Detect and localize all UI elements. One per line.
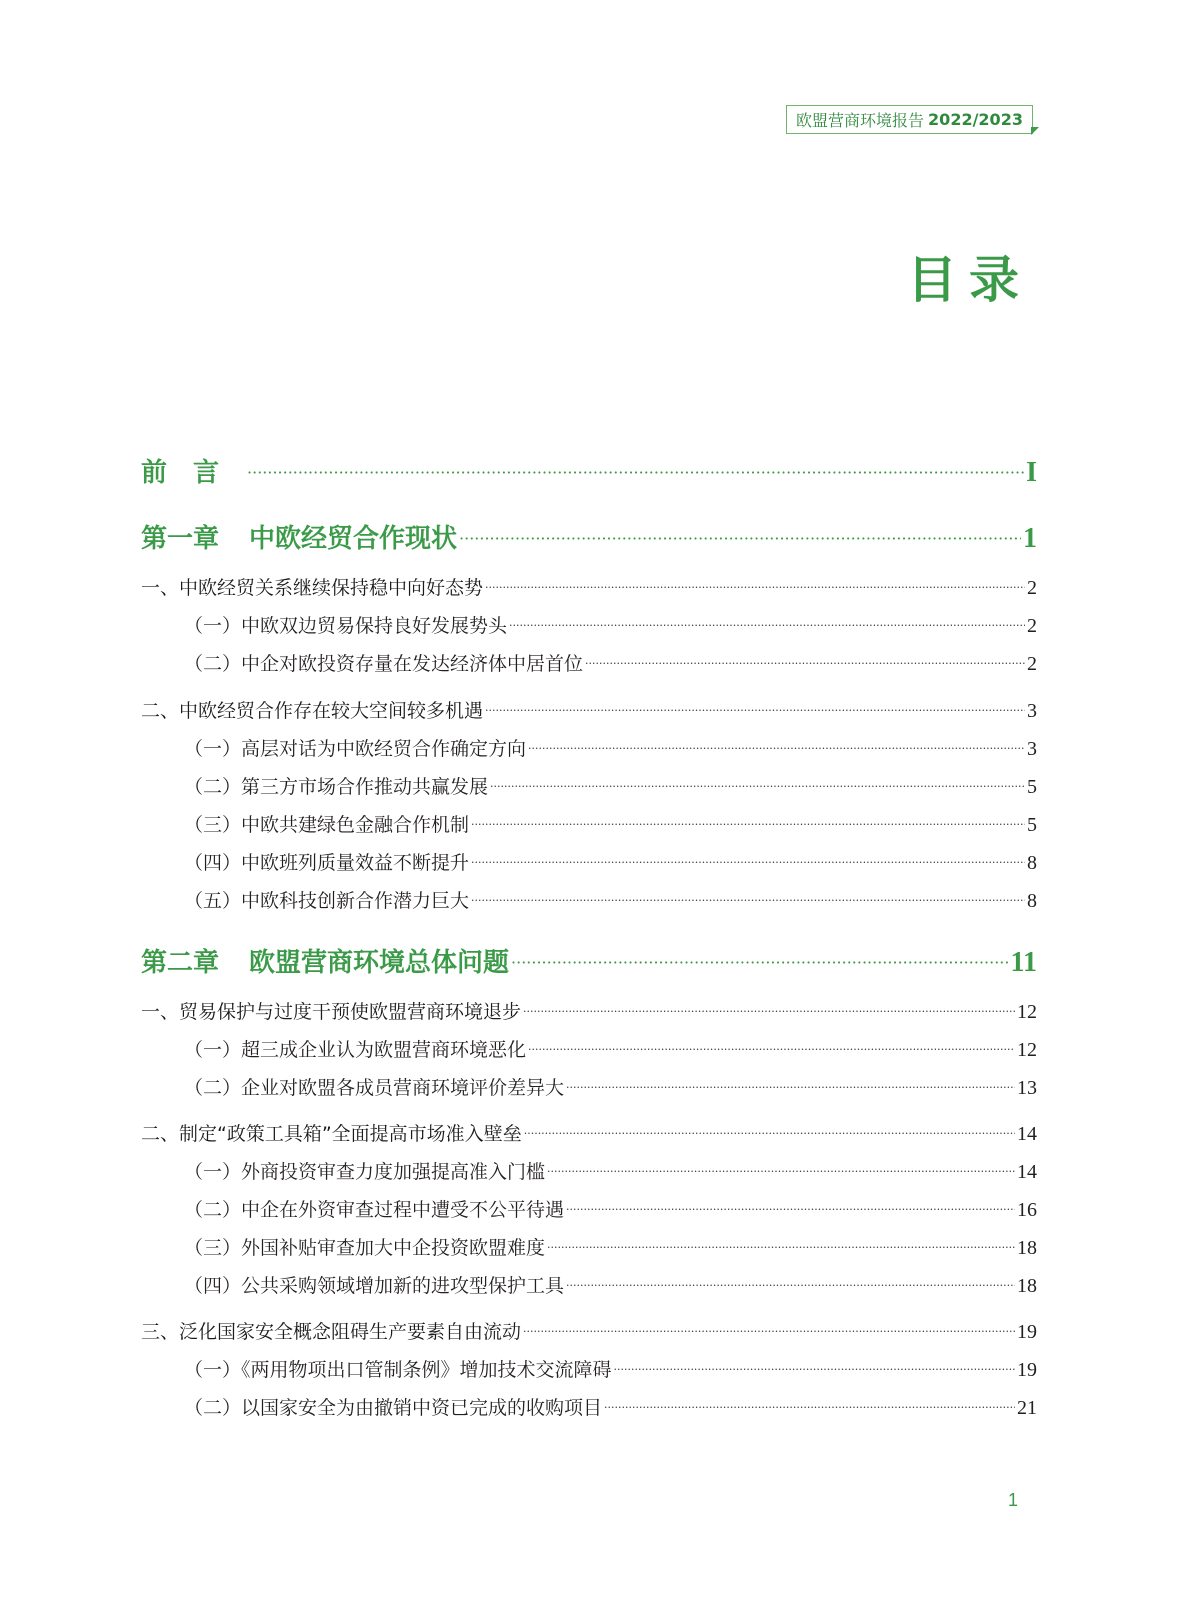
chapter-1-title: 中欧经贸合作现状 xyxy=(249,524,458,554)
subsection-title: （二）中企在外资审查过程中遭受不公平待遇 xyxy=(184,1199,565,1221)
subsection-page: 14 xyxy=(1017,1161,1037,1183)
toc-subsection[interactable] xyxy=(184,1035,1037,1062)
section-title: 一、中欧经贸关系继续保持稳中向好态势 xyxy=(141,577,484,599)
subsection-page: 18 xyxy=(1017,1237,1037,1259)
dot-leader xyxy=(490,780,1025,793)
subsection-title: （二）企业对欧盟各成员营商环境评价差异大 xyxy=(184,1077,565,1099)
subsection-title: （一）超三成企业认为欧盟营商环境恶化 xyxy=(184,1039,527,1061)
toc-subsection[interactable] xyxy=(184,611,1037,638)
section-title: 二、制定“政策工具箱”全面提高市场准入壁垒 xyxy=(141,1123,522,1145)
toc-preface[interactable] xyxy=(141,452,1037,489)
dot-leader xyxy=(511,953,1009,972)
section-page: 19 xyxy=(1017,1321,1037,1343)
subsection-page: 16 xyxy=(1017,1199,1037,1221)
dot-leader xyxy=(566,1279,1015,1292)
subsection-title: （四）公共采购领域增加新的进攻型保护工具 xyxy=(184,1275,565,1297)
subsection-page: 21 xyxy=(1017,1397,1037,1419)
dot-leader xyxy=(614,1363,1015,1376)
dot-leader xyxy=(547,1241,1015,1254)
dot-leader xyxy=(509,619,1025,632)
dot-leader xyxy=(566,1203,1015,1216)
dot-leader xyxy=(485,704,1025,717)
dot-leader xyxy=(585,657,1025,670)
subsection-page: 5 xyxy=(1027,814,1037,836)
toc-subsection[interactable] xyxy=(184,1157,1037,1184)
subsection-page: 18 xyxy=(1017,1275,1037,1297)
section-page: 2 xyxy=(1027,577,1037,599)
subsection-title: （二）以国家安全为由撤销中资已完成的收购项目 xyxy=(184,1397,603,1419)
subsection-page: 12 xyxy=(1017,1039,1037,1061)
dot-leader xyxy=(566,1081,1015,1094)
toc-subsection[interactable] xyxy=(184,1195,1037,1222)
page-title: 目录 xyxy=(907,251,1031,309)
page-number: 1 xyxy=(1008,1490,1019,1510)
subsection-page: 5 xyxy=(1027,776,1037,798)
toc-chapter-2[interactable] xyxy=(141,942,1037,979)
dot-leader xyxy=(471,856,1025,869)
subsection-page: 13 xyxy=(1017,1077,1037,1099)
subsection-title: （二）中企对欧投资存量在发达经济体中居首位 xyxy=(184,653,584,675)
toc-subsection[interactable] xyxy=(184,734,1037,761)
toc-section[interactable] xyxy=(141,1119,1037,1146)
subsection-title: （四）中欧班列质量效益不断提升 xyxy=(184,852,470,874)
subsection-page: 8 xyxy=(1027,852,1037,874)
toc-subsection[interactable] xyxy=(184,649,1037,676)
dot-leader xyxy=(523,1325,1015,1338)
subsection-page: 2 xyxy=(1027,653,1037,675)
chapter-2-title: 欧盟营商环境总体问题 xyxy=(249,948,510,978)
toc-subsection[interactable] xyxy=(184,772,1037,799)
dot-leader xyxy=(528,1043,1015,1056)
subsection-page: 2 xyxy=(1027,615,1037,637)
dot-leader xyxy=(247,463,1024,482)
chapter-2-number: 第二章 xyxy=(141,948,220,978)
subsection-title: （一）外商投资审查力度加强提高准入门槛 xyxy=(184,1161,546,1183)
subsection-title: （三）中欧共建绿色金融合作机制 xyxy=(184,814,470,836)
dot-leader xyxy=(528,742,1025,755)
toc-section[interactable] xyxy=(141,1317,1037,1344)
subsection-title: （二）第三方市场合作推动共赢发展 xyxy=(184,776,489,798)
report-year: 2022/2023 xyxy=(928,110,1023,129)
section-title: 三、泛化国家安全概念阻碍生产要素自由流动 xyxy=(141,1321,522,1343)
toc-section[interactable] xyxy=(141,696,1037,723)
chapter-1-number: 第一章 xyxy=(141,524,220,554)
toc-subsection[interactable] xyxy=(184,1355,1037,1382)
toc-subsection[interactable] xyxy=(184,810,1037,837)
subsection-title: （三）外国补贴审查加大中企投资欧盟难度 xyxy=(184,1237,546,1259)
chapter-2-page: 11 xyxy=(1010,947,1037,978)
dot-leader xyxy=(524,1127,1015,1140)
report-header-tag xyxy=(786,105,1033,134)
toc-subsection[interactable] xyxy=(184,1073,1037,1100)
dot-leader xyxy=(604,1401,1015,1414)
subsection-page: 8 xyxy=(1027,890,1037,912)
toc-subsection[interactable] xyxy=(184,886,1037,913)
dot-leader xyxy=(485,581,1025,594)
report-title: 欧盟营商环境报告 xyxy=(796,111,925,130)
header-corner-triangle xyxy=(1031,127,1039,135)
section-title: 二、中欧经贸合作存在较大空间较多机遇 xyxy=(141,700,484,722)
subsection-title: （一）《两用物项出口管制条例》增加技术交流障碍 xyxy=(184,1359,612,1381)
subsection-title: （一）中欧双边贸易保持良好发展势头 xyxy=(184,615,508,637)
section-page: 14 xyxy=(1017,1123,1037,1145)
dot-leader xyxy=(523,1005,1015,1018)
dot-leader xyxy=(471,894,1025,907)
subsection-page: 19 xyxy=(1017,1359,1037,1381)
toc-chapter-1[interactable] xyxy=(141,518,1037,555)
toc-subsection[interactable] xyxy=(184,1233,1037,1260)
dot-leader xyxy=(459,529,1021,548)
toc-subsection[interactable] xyxy=(184,1393,1037,1420)
toc-subsection[interactable] xyxy=(184,1271,1037,1298)
subsection-title: （一）高层对话为中欧经贸合作确定方向 xyxy=(184,738,527,760)
subsection-title: （五）中欧科技创新合作潜力巨大 xyxy=(184,890,470,912)
subsection-page: 3 xyxy=(1027,738,1037,760)
toc-section[interactable] xyxy=(141,997,1037,1024)
dot-leader xyxy=(547,1165,1015,1178)
section-page: 12 xyxy=(1017,1001,1037,1023)
toc-section[interactable] xyxy=(141,573,1037,600)
section-title: 一、贸易保护与过度干预使欧盟营商环境退步 xyxy=(141,1001,522,1023)
preface-label: 前言 xyxy=(141,458,246,488)
preface-page: I xyxy=(1026,457,1037,488)
dot-leader xyxy=(471,818,1025,831)
toc-subsection[interactable] xyxy=(184,848,1037,875)
chapter-1-page: 1 xyxy=(1023,523,1037,554)
section-page: 3 xyxy=(1027,700,1037,722)
